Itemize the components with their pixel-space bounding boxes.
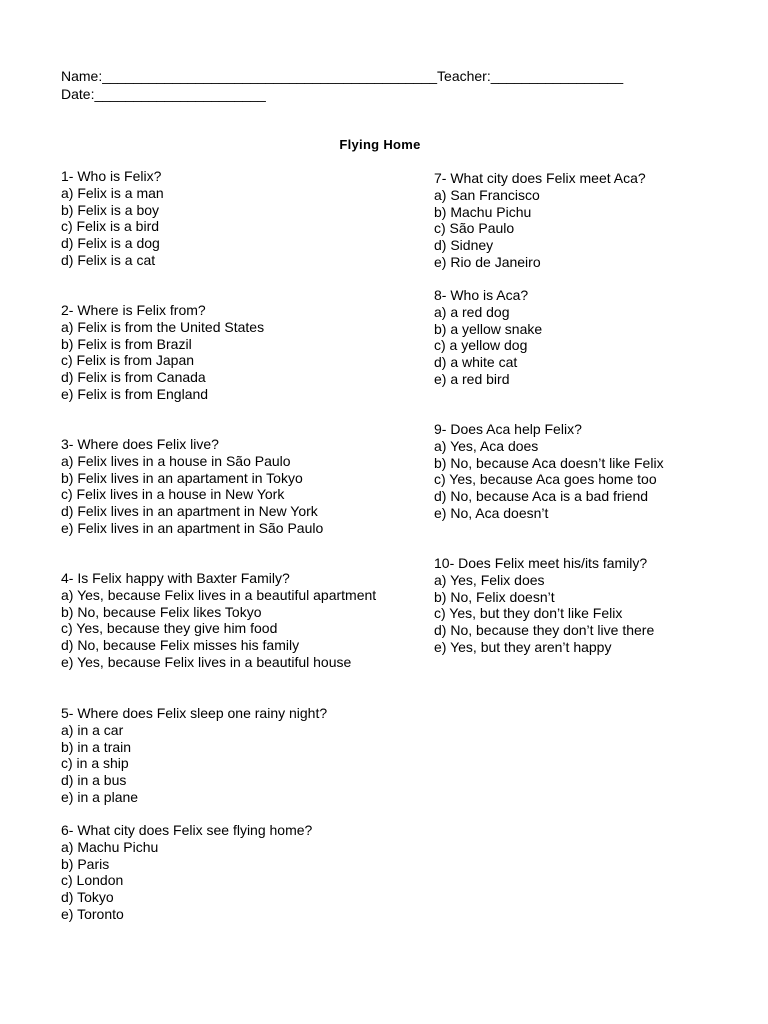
answer-option: d) No, because they don’t live there <box>434 622 655 639</box>
answer-option: a) Yes, because Felix lives in a beautiful apartment <box>61 586 377 603</box>
answer-option: c) Felix lives in a house in New York <box>61 486 285 503</box>
question-8 <box>434 287 768 388</box>
answer-option: a) San Francisco <box>434 186 540 203</box>
answer-option: c) Yes, because Aca goes home too <box>434 471 657 488</box>
answer-option: a) Felix is a man <box>61 184 164 201</box>
question-text: 5- Where does Felix sleep one rainy night? <box>61 705 328 721</box>
answer-option: d) Felix is from Canada <box>61 369 206 386</box>
answer-option: a) in a car <box>61 721 124 738</box>
question-text: 4- Is Felix happy with Baxter Family? <box>61 570 290 586</box>
answer-option: c) in a ship <box>61 755 129 772</box>
answer-option: d) a white cat <box>434 354 518 371</box>
question-7 <box>434 170 768 271</box>
answer-option: c) São Paulo <box>434 220 515 237</box>
answer-option: b) Felix is a boy <box>61 201 160 218</box>
date-line: Date:______________________ <box>61 86 266 102</box>
question-text: 3- Where does Felix live? <box>61 436 219 452</box>
answer-option: e) No, Aca doesn’t <box>434 504 549 521</box>
answer-option: e) a red bird <box>434 370 510 387</box>
answer-option: c) Yes, because they give him food <box>61 620 278 637</box>
name-teacher-line: Name:___________________________________________Teacher:_________________ <box>61 68 624 84</box>
answer-option: d) in a bus <box>61 772 127 789</box>
answer-option: e) Yes, but they aren’t happy <box>434 638 612 655</box>
answer-option: a) Yes, Aca does <box>434 437 539 454</box>
answer-option: d) No, because Felix misses his family <box>61 637 300 654</box>
question-text: 10- Does Felix meet his/its family? <box>434 555 648 571</box>
answer-option: c) Felix is a bird <box>61 218 160 235</box>
answer-option: e) Felix lives in an apartment in São Paulo <box>61 519 324 536</box>
answer-option: c) Felix is from Japan <box>61 352 195 369</box>
question-3 <box>61 436 421 537</box>
question-5 <box>61 705 421 806</box>
answer-option: d) No, because Aca is a bad friend <box>434 488 649 505</box>
question-2 <box>61 302 421 403</box>
answer-option: a) Yes, Felix does <box>434 571 545 588</box>
answer-option: d) Sidney <box>434 237 494 254</box>
answer-option: b) Paris <box>61 855 110 872</box>
question-text: 2- Where is Felix from? <box>61 302 206 318</box>
answer-option: c) Yes, but they don’t like Felix <box>434 605 623 622</box>
question-text: 8- Who is Aca? <box>434 287 529 303</box>
answer-option: b) in a train <box>61 738 132 755</box>
answer-option: d) Felix is a dog <box>61 235 160 252</box>
answer-option: a) Machu Pichu <box>61 838 159 855</box>
question-text: 9- Does Aca help Felix? <box>434 421 582 437</box>
answer-option: d) Felix is a cat <box>61 251 156 268</box>
worksheet-title: Flying Home <box>339 137 421 152</box>
answer-option: e) Yes, because Felix lives in a beautiful house <box>61 653 352 670</box>
question-9 <box>434 421 768 522</box>
answer-option: c) a yellow dog <box>434 337 528 354</box>
answer-option: b) No, because Aca doesn’t like Felix <box>434 454 664 471</box>
answer-option: d) Felix lives in an apartment in New York <box>61 503 318 520</box>
answer-option: a) Felix is from the United States <box>61 318 265 335</box>
answer-option: d) Tokyo <box>61 889 114 906</box>
answer-option: e) Rio de Janeiro <box>434 253 541 270</box>
question-text: 7- What city does Felix meet Aca? <box>434 170 646 186</box>
answer-option: e) Felix is from England <box>61 385 209 402</box>
answer-option: e) in a plane <box>61 788 139 805</box>
answer-option: b) Felix is from Brazil <box>61 335 192 352</box>
answer-option: b) Felix lives in an apartament in Tokyo <box>61 469 303 486</box>
question-1 <box>61 168 421 269</box>
answer-option: b) Machu Pichu <box>434 203 532 220</box>
question-10 <box>434 555 768 656</box>
answer-option: a) a red dog <box>434 303 510 320</box>
question-6 <box>61 822 421 923</box>
answer-option: b) No, because Felix likes Tokyo <box>61 603 262 620</box>
answer-option: e) Toronto <box>61 905 124 922</box>
question-text: 6- What city does Felix see flying home? <box>61 822 313 838</box>
answer-option: b) No, Felix doesn’t <box>434 588 555 605</box>
answer-option: b) a yellow snake <box>434 320 543 337</box>
question-text: 1- Who is Felix? <box>61 168 162 184</box>
answer-option: c) London <box>61 872 124 889</box>
question-4 <box>61 570 421 671</box>
answer-option: a) Felix lives in a house in São Paulo <box>61 452 291 469</box>
